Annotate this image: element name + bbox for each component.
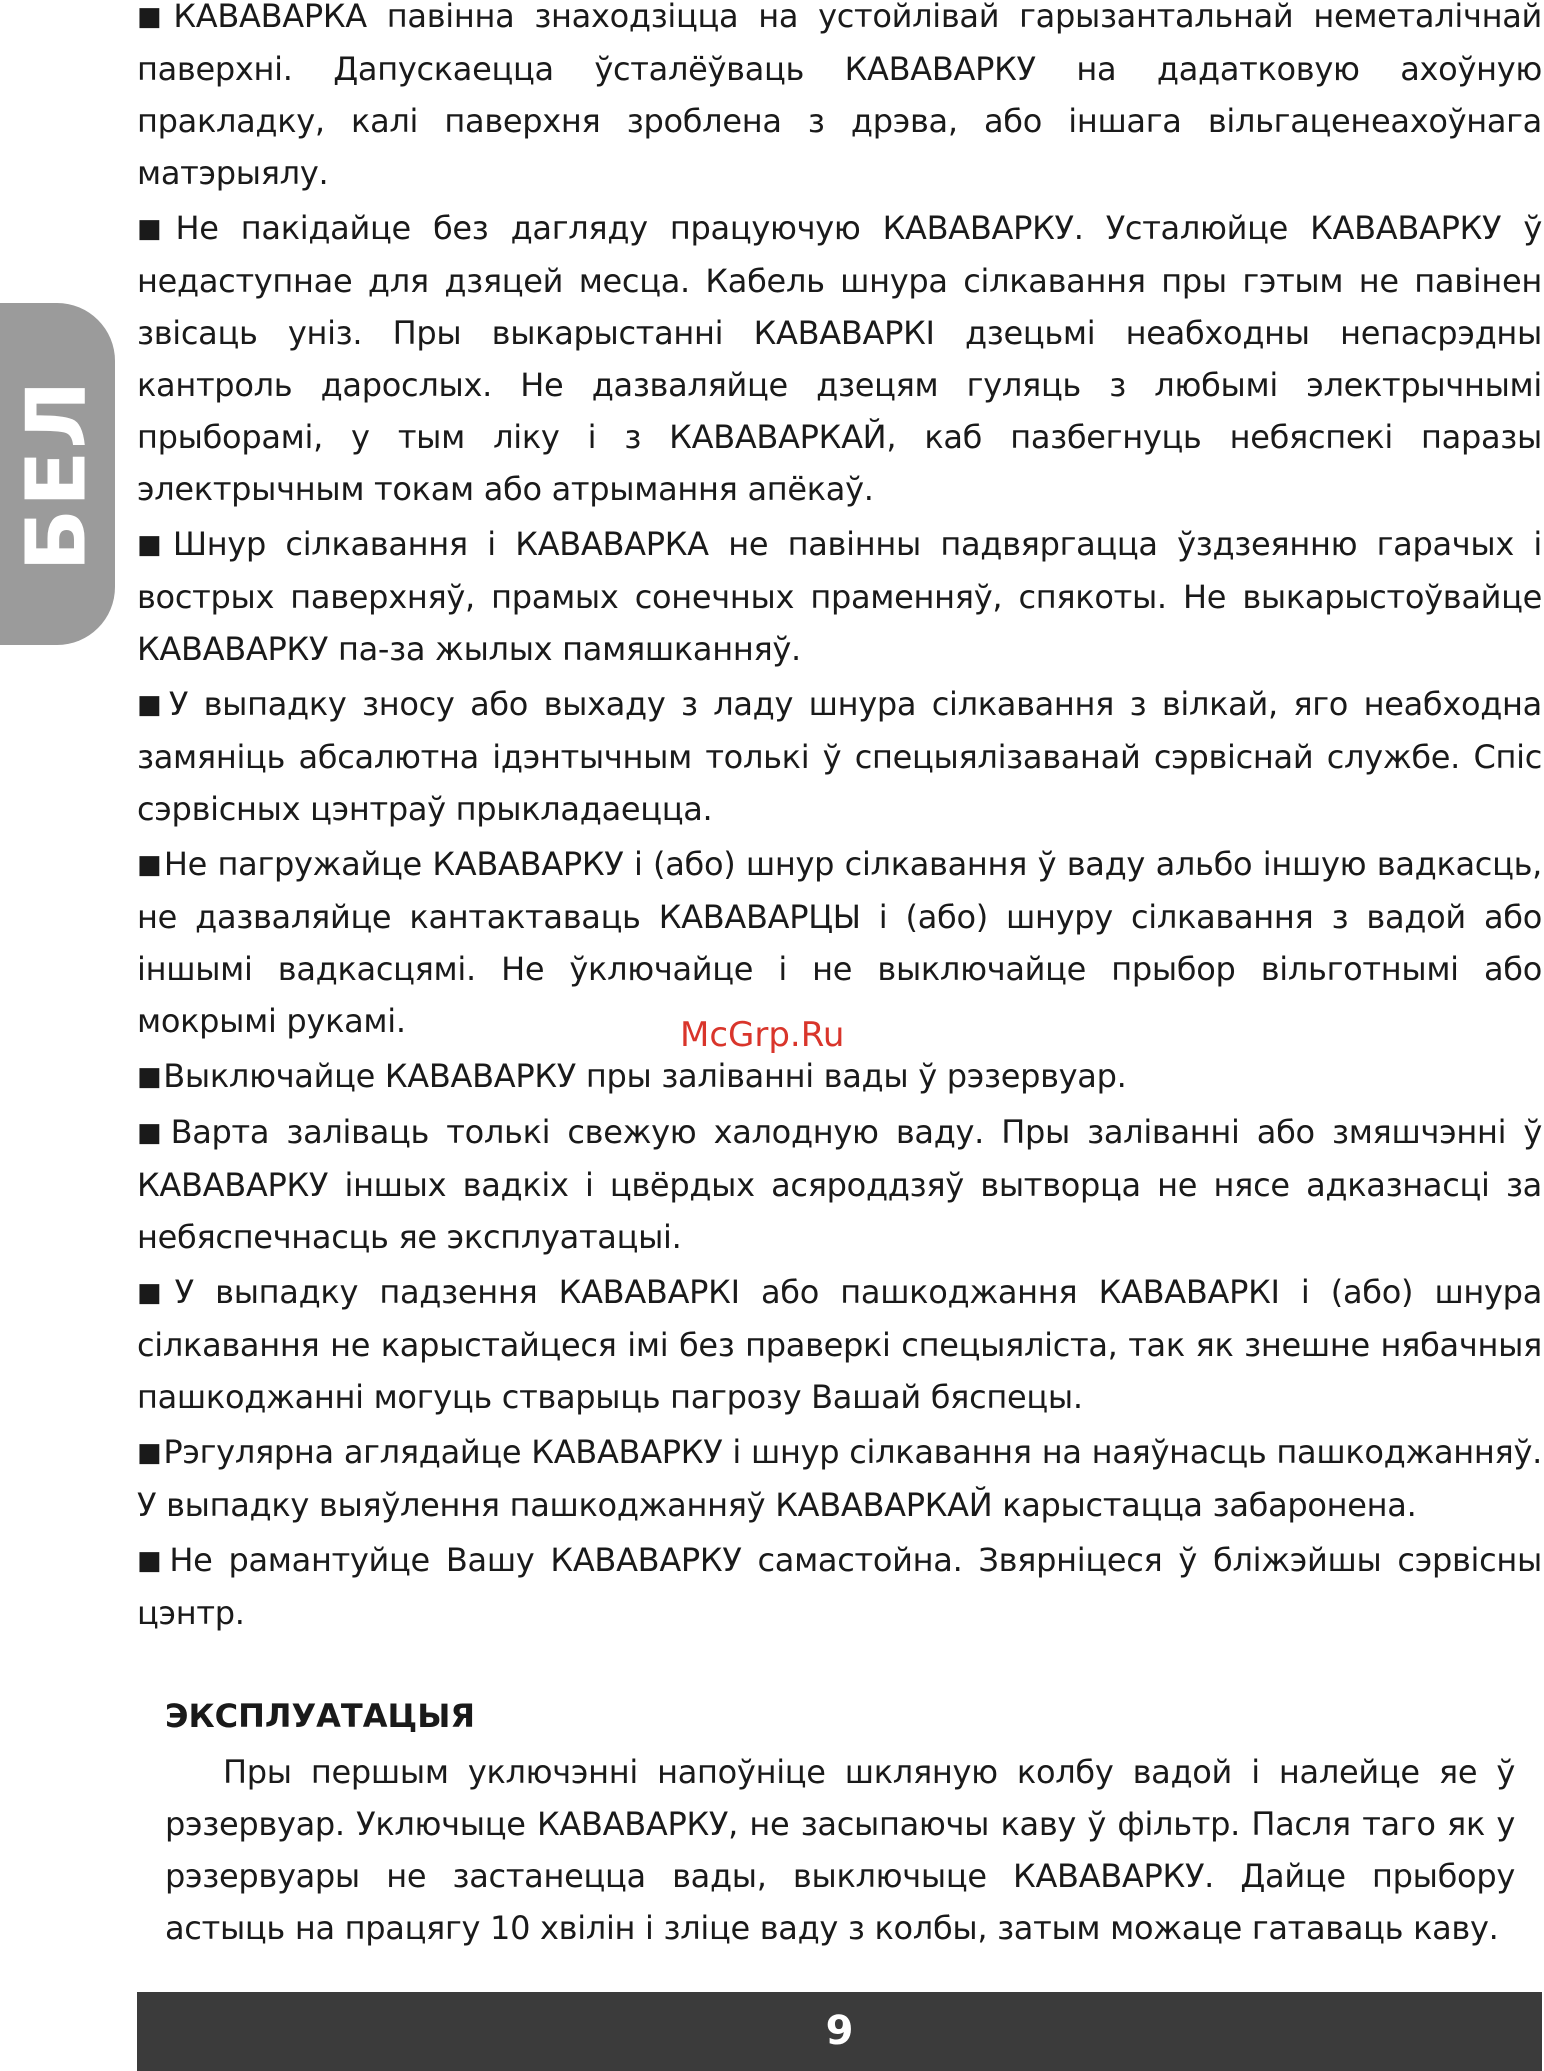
- bullet-square-icon: ■: [137, 1062, 162, 1092]
- bullet-square-icon: ■: [137, 1118, 169, 1148]
- instruction-paragraph: ■Не пакідайце без дагляду працуючую КАВАВАРКУ. Усталюйце КАВАВАРКУ ў недаступнае для дзяцей месца. Кабель шнура сілкавання пры гэтым не павінен звісаць уніз. Пры выкарыстанні КАВАВАРКІ дзецьмі неабходны непасрэдны кантроль дарослых. Не дазваляйце дзецям гуляць з любымі электрычнымі прыборамі, у тым ліку і з КАВАВАРКАЙ, каб пазбегнуць небяспекі паразы электрычным токам або атрымання апёкаў.: [137, 209, 1543, 508]
- language-side-tab: [0, 303, 115, 645]
- bullet-square-icon: ■: [137, 530, 171, 560]
- instruction-paragraph: ■Выключайце КАВАВАРКУ пры заліванні вады ў рэзервуар.: [137, 1057, 1127, 1095]
- operation-section: [165, 1690, 1515, 1954]
- instruction-paragraph: ■Шнур сілкавання і КАВАВАРКА не павінны падвяргацца ўздзеянню гарачых і вострых паверхняў, прамых сонечных праменняў, спякоты. Не выкарыстоўвайце КАВАВАРКУ па-за жылых памяшканняў.: [137, 525, 1542, 668]
- page-footer-bar: [137, 1992, 1542, 2071]
- section-body: Пры першым уключэнні напоўніце шкляную колбу вадой і налейце яе ў рэзервуар. Уключыце КАВАВАРКУ, не засыпаючы каву ў фільтр. Пасля таго як у рэзервуары не застанецца вады, выключыце КАВАВАРКУ. Дайце прыбору астыць на працягу 10 хвілін і зліце ваду з колбы, затым можаце гатаваць каву.: [165, 1753, 1515, 1947]
- instruction-paragraph: ■КАВАВАРКА павінна знаходзіцца на устойлівай гарызантальнай неметалічнай паверхні. Дапускаецца ўсталёўваць КАВАВАРКУ на дадатковую ахоўную пракладку, калі паверхня зроблена з дрэва, або іншага вільгаценеахоўнага матэрыялу.: [137, 0, 1543, 192]
- instruction-paragraph: ■Не пагружайце КАВАВАРКУ і (або) шнур сілкавання ў ваду альбо іншую вадкасць, не дазваляйце кантактаваць КАВАВАРЦЫ і (або) шнуру сілкавання з вадой або іншымі вадкасцямі. Не ўключайце і не выключайце прыбор вільготнымі або мокрымі рукамі.: [137, 845, 1542, 1040]
- instruction-paragraph: ■Рэгулярна аглядайце КАВАВАРКУ і шнур сілкавання на наяўнасць пашкоджанняў. У выпадку выяўлення пашкоджанняў КАВАВАРКАЙ карыстацца забаронена.: [137, 1433, 1542, 1524]
- bullet-square-icon: ■: [137, 1278, 173, 1308]
- watermark-text: McGrp.Ru: [680, 1015, 845, 1055]
- page-number: 9: [825, 2008, 854, 2054]
- bullet-square-icon: ■: [137, 214, 174, 244]
- instruction-paragraph: ■У выпадку зносу або выхаду з ладу шнура сілкавання з вілкай, яго неабходна замяніць абсалютна ідэнтычным толькі ў спецыялізаванай сэрвіснай службе. Спіс сэрвісных цэнтраў прыкладаецца.: [137, 685, 1542, 828]
- instruction-paragraph: ■У выпадку падзення КАВАВАРКІ або пашкоджання КАВАВАРКІ і (або) шнура сілкавання не карыстайцеся імі без праверкі спецыяліста, так як знешне нябачныя пашкоджанні могуць стварыць пагрозу Вашай бяспецы.: [137, 1273, 1543, 1416]
- bullet-square-icon: ■: [137, 850, 162, 880]
- safety-instructions-list: [137, 0, 1542, 1642]
- bullet-square-icon: ■: [137, 1546, 168, 1576]
- bullet-square-icon: ■: [137, 690, 167, 720]
- bullet-square-icon: ■: [137, 1438, 162, 1468]
- instruction-paragraph: ■Варта заліваць толькі свежую халодную ваду. Пры заліванні або змяшчэнні ў КАВАВАРКУ іншых вадкіх і цвёрдых асяроддзяў вытворца не нясе адказнасці за небяспечнасць яе эксплуатацыі.: [137, 1113, 1542, 1256]
- language-tab-label: БЕЛ: [9, 378, 105, 572]
- bullet-square-icon: ■: [137, 2, 172, 32]
- instruction-paragraph: ■Не рамантуйце Вашу КАВАВАРКУ самастойна. Звярніцеся ў бліжэйшы сэрвісны цэнтр.: [137, 1541, 1543, 1632]
- section-title: ЭКСПЛУАТАЦЫЯ: [165, 1697, 475, 1735]
